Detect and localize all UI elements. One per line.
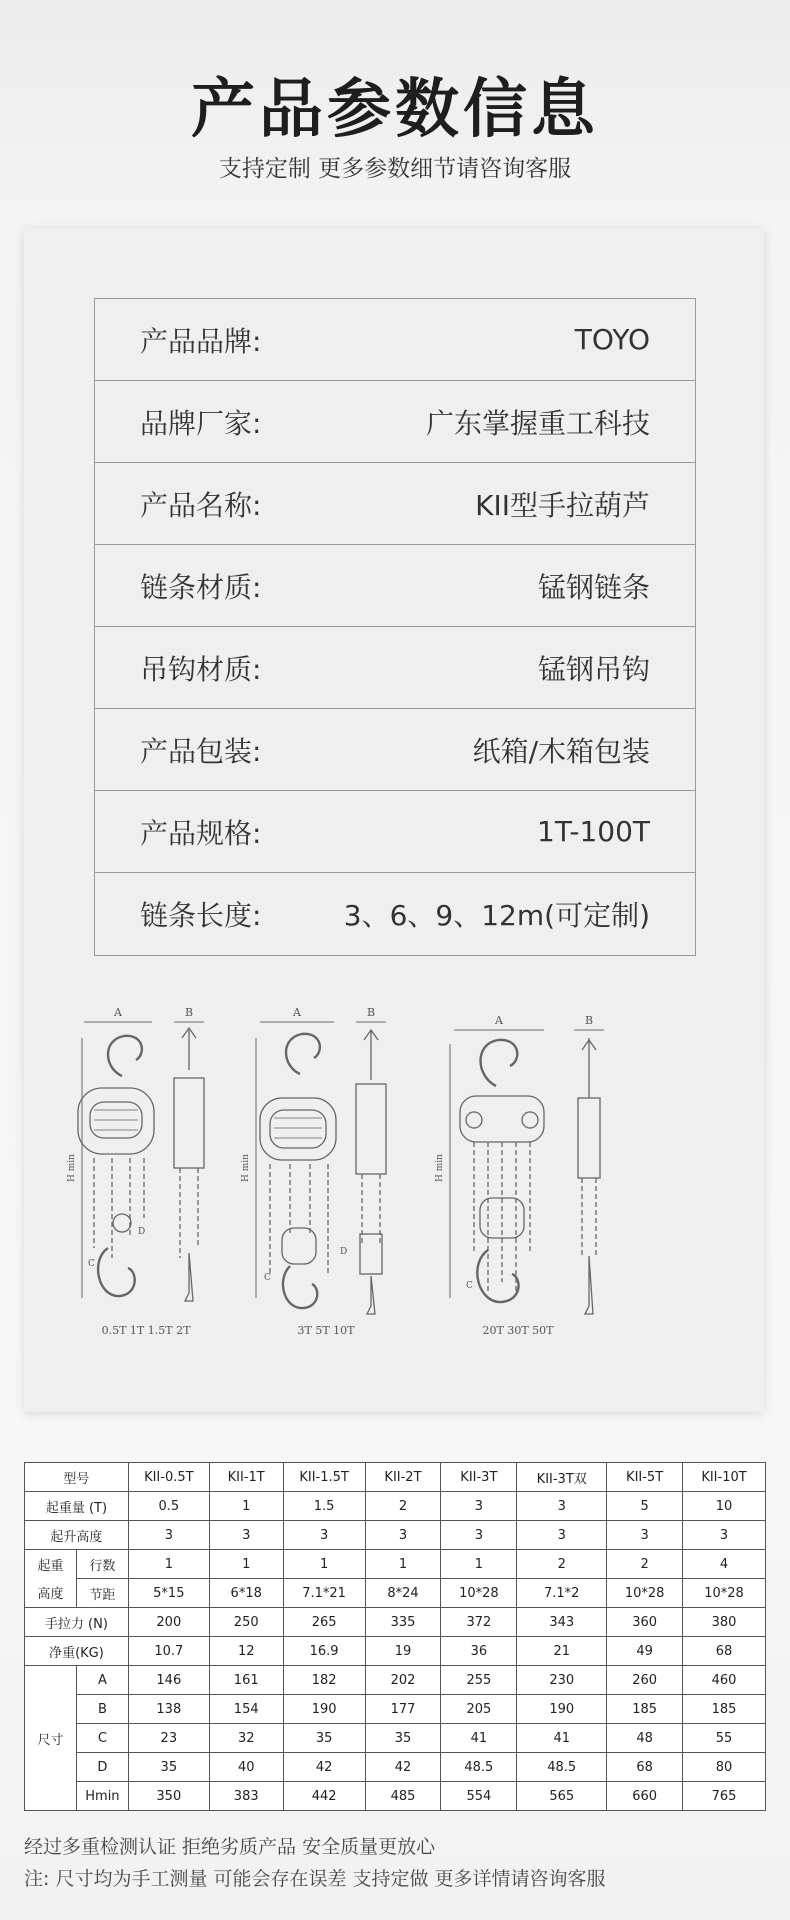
cell: 0.5: [128, 1492, 209, 1521]
cell: 35: [365, 1724, 441, 1753]
dim-label-a: A: [293, 1006, 301, 1019]
param-label: 产品名称:: [140, 488, 262, 522]
cell: 200: [128, 1608, 209, 1637]
dim-label-b: B: [366, 1006, 376, 1019]
spec-row-hmin: [25, 1782, 766, 1811]
row-label: A: [76, 1666, 128, 1695]
dim-label-c: C: [466, 1281, 473, 1291]
cell: 185: [683, 1695, 766, 1724]
param-row-spec: [95, 791, 695, 873]
cell: 6*18: [209, 1579, 283, 1608]
cell: 2: [607, 1550, 683, 1579]
cell: 1: [365, 1550, 441, 1579]
cell: 21: [517, 1637, 607, 1666]
cell: 485: [365, 1782, 441, 1811]
cell: 48.5: [517, 1753, 607, 1782]
cell: 260: [607, 1666, 683, 1695]
cell: 2: [517, 1550, 607, 1579]
cell: 250: [209, 1608, 283, 1637]
cell: 55: [683, 1724, 766, 1753]
param-row-hook-material: [95, 627, 695, 709]
cell: 1: [283, 1550, 365, 1579]
hoist-drawing-medium: [241, 1006, 386, 1337]
row-label: Hmin: [76, 1782, 128, 1811]
cell: 40: [209, 1753, 283, 1782]
cell: 10*28: [607, 1579, 683, 1608]
spec-row-dim-b: [25, 1695, 766, 1724]
param-value: 纸箱/木箱包装: [472, 734, 650, 768]
cell: 41: [517, 1724, 607, 1753]
param-table: [94, 298, 696, 956]
hoist-drawing-small: [67, 1006, 204, 1337]
row-label: 起升高度: [25, 1521, 129, 1550]
dim-label-d: D: [340, 1247, 348, 1257]
dim-label-h: H min: [241, 1154, 251, 1182]
cell: 190: [283, 1695, 365, 1724]
cell: 350: [128, 1782, 209, 1811]
cell: 1: [209, 1492, 283, 1521]
hoist-drawing-large: [435, 1014, 604, 1337]
cell: 380: [683, 1608, 766, 1637]
spec-table: [24, 1462, 766, 1811]
model-cell: KII-1T: [209, 1463, 283, 1492]
cell: 3: [209, 1521, 283, 1550]
cell: 255: [441, 1666, 517, 1695]
spec-row-dim-d: [25, 1753, 766, 1782]
cell: 343: [517, 1608, 607, 1637]
cell: 3: [365, 1521, 441, 1550]
param-row-manufacturer: [95, 381, 695, 463]
cell: 185: [607, 1695, 683, 1724]
cell: 3: [128, 1521, 209, 1550]
page-subtitle: 支持定制 更多参数细节请咨询客服: [218, 156, 572, 182]
param-label: 链条长度:: [140, 899, 262, 932]
param-label: 产品包装:: [140, 734, 262, 768]
cell: 1: [128, 1550, 209, 1579]
spec-row-load: [25, 1492, 766, 1521]
spec-row-dim-c: [25, 1724, 766, 1753]
cell: 1.5: [283, 1492, 365, 1521]
param-value: 3、6、9、12m(可定制): [343, 899, 650, 932]
cell: 3: [441, 1492, 517, 1521]
model-cell: KII-0.5T: [128, 1463, 209, 1492]
row-label: 净重(KG): [25, 1637, 129, 1666]
model-cell: KII-3T: [441, 1463, 517, 1492]
spec-row-weight: [25, 1637, 766, 1666]
cell: 10*28: [683, 1579, 766, 1608]
cell: 765: [683, 1782, 766, 1811]
model-cell: KII-3T双: [517, 1463, 607, 1492]
product-info-card: [24, 228, 764, 1412]
dim-label-d: D: [138, 1227, 146, 1237]
cell: 3: [517, 1492, 607, 1521]
cell: 49: [607, 1637, 683, 1666]
cell: 8*24: [365, 1579, 441, 1608]
param-value: TOYO: [574, 323, 650, 356]
cell: 161: [209, 1666, 283, 1695]
group-label: 高度: [25, 1579, 77, 1608]
param-row-chain-material: [95, 545, 695, 627]
param-label: 品牌厂家:: [140, 406, 262, 440]
cell: 3: [607, 1521, 683, 1550]
row-label: 手拉力 (N): [25, 1608, 129, 1637]
dim-label-b: B: [184, 1006, 194, 1019]
param-label: 链条材质:: [140, 570, 262, 604]
cell: 10*28: [441, 1579, 517, 1608]
cell: 16.9: [283, 1637, 365, 1666]
page-title: 产品参数信息: [191, 73, 599, 147]
cell: 3: [283, 1521, 365, 1550]
group-label: 起重: [25, 1550, 77, 1579]
model-cell: KII-1.5T: [283, 1463, 365, 1492]
spec-corner-cell: 型号: [25, 1463, 129, 1492]
dim-label-c: C: [264, 1273, 271, 1283]
spec-header-row: [25, 1463, 766, 1492]
spec-row-pitch: [25, 1579, 766, 1608]
param-value: 1T-100T: [537, 815, 650, 848]
cell: 205: [441, 1695, 517, 1724]
dim-label-h: H min: [67, 1154, 77, 1182]
cell: 202: [365, 1666, 441, 1695]
cell: 2: [365, 1492, 441, 1521]
cell: 154: [209, 1695, 283, 1724]
diagram-caption-3: 20T 30T 50T: [482, 1324, 554, 1337]
row-label: B: [76, 1695, 128, 1724]
cell: 230: [517, 1666, 607, 1695]
cell: 3: [683, 1521, 766, 1550]
cell: 360: [607, 1608, 683, 1637]
diagram-caption-1: 0.5T 1T 1.5T 2T: [101, 1324, 191, 1337]
cell: 190: [517, 1695, 607, 1724]
dim-label-a: A: [495, 1014, 503, 1027]
cell: 68: [683, 1637, 766, 1666]
param-row-chain-length: [95, 873, 695, 955]
param-label: 产品规格:: [140, 816, 262, 850]
spec-row-lift: [25, 1521, 766, 1550]
dim-label-c: C: [88, 1259, 95, 1269]
cell: 3: [517, 1521, 607, 1550]
cell: 35: [283, 1724, 365, 1753]
cell: 42: [283, 1753, 365, 1782]
spec-row-pull: [25, 1608, 766, 1637]
cell: 32: [209, 1724, 283, 1753]
diagram-caption-2: 3T 5T 10T: [297, 1324, 355, 1337]
cell: 23: [128, 1724, 209, 1753]
cell: 10.7: [128, 1637, 209, 1666]
param-row-name: [95, 463, 695, 545]
model-cell: KII-2T: [365, 1463, 441, 1492]
cell: 35: [128, 1753, 209, 1782]
cell: 177: [365, 1695, 441, 1724]
model-cell: KII-5T: [607, 1463, 683, 1492]
spec-row-dim-a: [25, 1666, 766, 1695]
group-label: 尺寸: [25, 1666, 77, 1811]
cell: 3: [441, 1521, 517, 1550]
cell: 80: [683, 1753, 766, 1782]
dim-label-h: H min: [435, 1154, 445, 1182]
cell: 42: [365, 1753, 441, 1782]
cell: 554: [441, 1782, 517, 1811]
param-row-packaging: [95, 709, 695, 791]
cell: 48: [607, 1724, 683, 1753]
dim-label-b: B: [584, 1014, 594, 1027]
footer-note-disclaimer: 注: 尺寸均为手工测量 可能会存在误差 支持定做 更多详情请咨询客服: [24, 1868, 606, 1890]
cell: 41: [441, 1724, 517, 1753]
cell: 4: [683, 1550, 766, 1579]
cell: 1: [441, 1550, 517, 1579]
param-row-brand: [95, 299, 695, 381]
cell: 48.5: [441, 1753, 517, 1782]
cell: 10: [683, 1492, 766, 1521]
row-label: C: [76, 1724, 128, 1753]
row-label: 起重量 (T): [25, 1492, 129, 1521]
cell: 138: [128, 1695, 209, 1724]
cell: 7.1*2: [517, 1579, 607, 1608]
cell: 372: [441, 1608, 517, 1637]
cell: 265: [283, 1608, 365, 1637]
cell: 146: [128, 1666, 209, 1695]
cell: 335: [365, 1608, 441, 1637]
param-value: KII型手拉葫芦: [475, 488, 650, 522]
cell: 565: [517, 1782, 607, 1811]
hoist-diagrams: [64, 998, 724, 1358]
param-value: 广东掌握重工科技: [425, 406, 650, 440]
cell: 460: [683, 1666, 766, 1695]
param-label: 吊钩材质:: [140, 652, 262, 686]
row-label: D: [76, 1753, 128, 1782]
cell: 182: [283, 1666, 365, 1695]
cell: 1: [209, 1550, 283, 1579]
cell: 36: [441, 1637, 517, 1666]
cell: 68: [607, 1753, 683, 1782]
row-label: 行数: [76, 1550, 128, 1579]
spec-row-falls: [25, 1550, 766, 1579]
cell: 383: [209, 1782, 283, 1811]
cell: 5*15: [128, 1579, 209, 1608]
cell: 19: [365, 1637, 441, 1666]
cell: 660: [607, 1782, 683, 1811]
dim-label-a: A: [114, 1006, 122, 1019]
param-value: 锰钢链条: [537, 570, 650, 604]
cell: 12: [209, 1637, 283, 1666]
cell: 442: [283, 1782, 365, 1811]
param-label: 产品品牌:: [140, 324, 262, 358]
cell: 7.1*21: [283, 1579, 365, 1608]
param-value: 锰钢吊钩: [537, 652, 650, 686]
cell: 5: [607, 1492, 683, 1521]
footer-note-quality: 经过多重检测认证 拒绝劣质产品 安全质量更放心: [24, 1836, 436, 1858]
row-label: 节距: [76, 1579, 128, 1608]
model-cell: KII-10T: [683, 1463, 766, 1492]
